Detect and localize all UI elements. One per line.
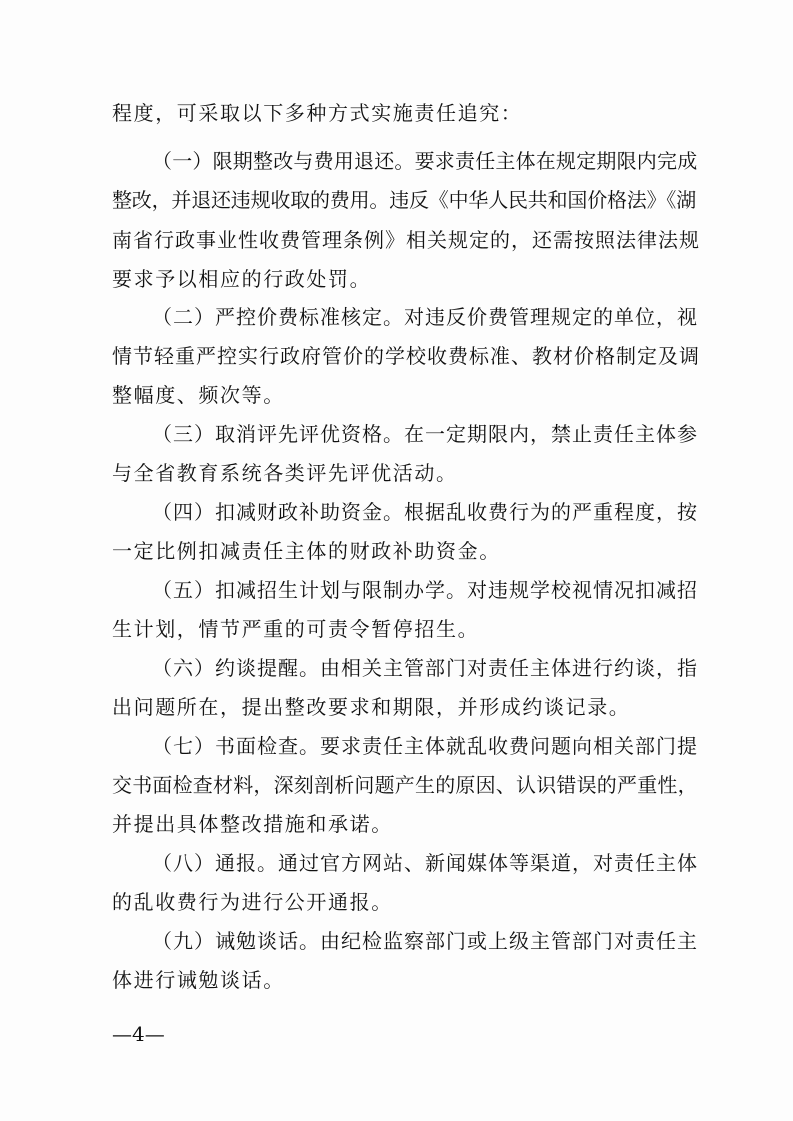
paragraph-9-line: （九）诫勉谈话。由纪检监察部门或上级主管部门对责任主 <box>152 929 698 953</box>
text-line: 要求予以相应的行政处罚。 <box>112 267 372 291</box>
paragraph-1-line: （一）限期整改与费用退还。要求责任主体在规定期限内完成 <box>152 149 698 173</box>
paragraph-7-line: （七）书面检查。要求责任主体就乱收费问题向相关部门提 <box>152 734 698 758</box>
page-number: —4— <box>112 1022 165 1046</box>
paragraph-5-line: （五）扣减招生计划与限制办学。对违规学校视情况扣减招 <box>152 578 698 602</box>
paragraph-6-line: （六）约谈提醒。由相关主管部门对责任主体进行约谈，指 <box>152 656 698 680</box>
paragraph-2-line: （二）严控价费标准核定。对违反价费管理规定的单位，视 <box>152 305 698 329</box>
text-line: 情节轻重严控实行政府管价的学校收费标准、教材价格制定及调 <box>112 344 700 368</box>
text-line: 一定比例扣减责任主体的财政补助资金。 <box>112 539 501 563</box>
text-line: 与全省教育系统各类评先评优活动。 <box>112 461 458 485</box>
text-line: 出问题所在，提出整改要求和期限，并形成约谈记录。 <box>112 695 631 719</box>
paragraph-3-line: （三）取消评先评优资格。在一定期限内，禁止责任主体参 <box>152 422 698 446</box>
text-line: 整幅度、频次等。 <box>112 383 285 407</box>
paragraph-4-line: （四）扣减财政补助资金。根据乱收费行为的严重程度，按 <box>152 500 698 524</box>
text-line: 的乱收费行为进行公开通报。 <box>112 890 393 914</box>
text-line: 程度，可采取以下多种方式实施责任追究： <box>112 101 523 125</box>
text-line: 体进行诫勉谈话。 <box>112 968 285 992</box>
text-line: 南省行政事业性收费管理条例》相关规定的，还需按照法律法规 <box>112 228 700 252</box>
paragraph-8-line: （八）通报。通过官方网站、新闻媒体等渠道，对责任主体 <box>152 851 698 875</box>
text-line: 交书面检查材料，深刻剖析问题产生的原因、认识错误的严重性， <box>112 773 698 797</box>
text-line: 并提出具体整改措施和承诺。 <box>112 812 393 836</box>
text-line: 整改，并退还违规收取的费用。违反《中华人民共和国价格法》《湖 <box>112 188 696 212</box>
text-line: 生计划，情节严重的可责令暂停招生。 <box>112 617 480 641</box>
